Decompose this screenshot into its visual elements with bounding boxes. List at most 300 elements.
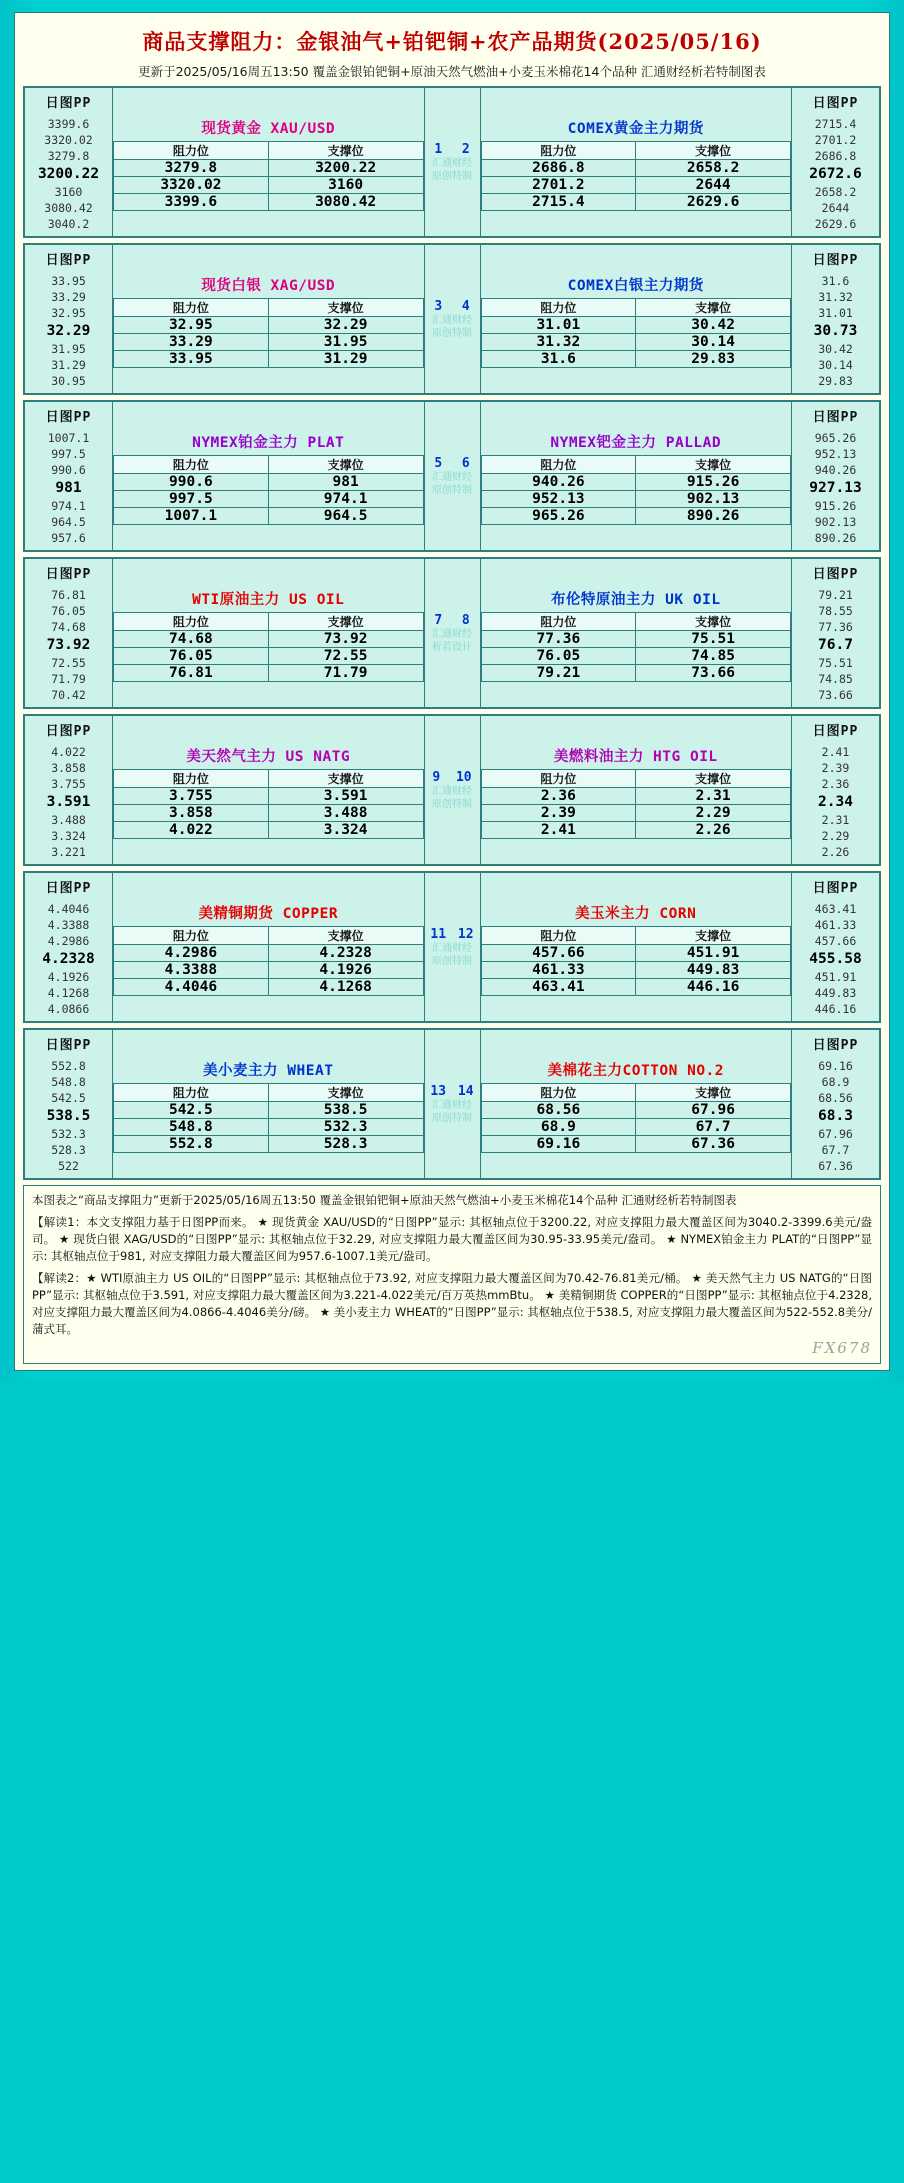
pp-header: 日图PP (792, 559, 879, 585)
instrument-panel (113, 559, 425, 708)
pp-value: 461.33 (814, 918, 857, 932)
pp-value: 990.6 (51, 463, 86, 477)
resistance-value: 69.16 (481, 1136, 636, 1153)
instrument-panel (480, 559, 792, 708)
instrument-name: 美棉花主力COTTON NO.2 (481, 1055, 792, 1083)
pp-value: 552.8 (51, 1059, 86, 1073)
support-value: 29.83 (636, 351, 791, 368)
instrument-block (23, 557, 881, 709)
support-value: 3.324 (268, 822, 423, 839)
support-value: 964.5 (268, 508, 423, 525)
resistance-value: 76.05 (481, 648, 636, 665)
support-value: 72.55 (268, 648, 423, 665)
instrument-name: COMEX白银主力期货 (481, 270, 792, 298)
pp-value: 451.91 (814, 970, 857, 984)
pp-value: 2.39 (821, 761, 850, 775)
pp-value: 76.7 (818, 637, 853, 653)
instrument-block (23, 400, 881, 552)
support-value: 3080.42 (268, 194, 423, 211)
pp-list (25, 899, 112, 1021)
resistance-value: 76.05 (114, 648, 269, 665)
column-headers (114, 1084, 424, 1102)
instrument-name: 美天然气主力 US NATG (113, 741, 424, 769)
pp-header: 日图PP (25, 716, 112, 742)
pp-list (25, 742, 112, 864)
table-row (114, 962, 424, 979)
pp-list (792, 899, 879, 1021)
pp-value: 2686.8 (814, 149, 857, 163)
pp-value: 2672.6 (809, 166, 862, 182)
support-value: 2658.2 (636, 160, 791, 177)
resistance-header: 阻力位 (114, 456, 269, 474)
pp-header: 日图PP (792, 245, 879, 271)
page-title: 商品支撑阻力：金银油气+铂钯铜+农产品期货(2025/05/16) (142, 29, 762, 54)
pp-value: 74.68 (51, 620, 86, 634)
index-right: 12 (457, 926, 474, 942)
pp-value: 927.13 (809, 480, 862, 496)
pp-value: 76.81 (51, 588, 86, 602)
pp-value: 73.66 (818, 688, 853, 702)
resistance-value: 33.29 (114, 334, 269, 351)
table-row (481, 508, 791, 525)
resistance-header: 阻力位 (481, 1084, 636, 1102)
pp-value: 71.79 (51, 672, 86, 686)
resistance-value: 77.36 (481, 631, 636, 648)
table-row (481, 1102, 791, 1119)
pp-value: 457.66 (814, 934, 857, 948)
table-row (114, 491, 424, 508)
support-header: 支撑位 (268, 1084, 423, 1102)
table-row (481, 177, 791, 194)
resistance-value: 1007.1 (114, 508, 269, 525)
table-row (481, 805, 791, 822)
pp-value: 3.755 (51, 777, 86, 791)
pp-value: 915.26 (814, 499, 857, 513)
pp-header: 日图PP (792, 716, 879, 742)
resistance-value: 4.4046 (114, 979, 269, 996)
table-row (481, 822, 791, 839)
pp-value: 3320.02 (44, 133, 93, 147)
pp-header: 日图PP (25, 873, 112, 899)
column-headers (481, 1084, 791, 1102)
table-row (481, 1136, 791, 1153)
support-value: 4.1926 (268, 962, 423, 979)
table-row (114, 317, 424, 334)
resistance-value: 965.26 (481, 508, 636, 525)
support-value: 3200.22 (268, 160, 423, 177)
table-row (114, 1102, 424, 1119)
pp-value: 67.36 (818, 1159, 853, 1173)
pp-value: 68.3 (818, 1108, 853, 1124)
pp-value: 72.55 (51, 656, 86, 670)
table-row (114, 788, 424, 805)
table-row (481, 945, 791, 962)
resistance-value: 552.8 (114, 1136, 269, 1153)
resistance-value: 3279.8 (114, 160, 269, 177)
resistance-header: 阻力位 (481, 142, 636, 160)
resistance-value: 4.022 (114, 822, 269, 839)
pp-value: 528.3 (51, 1143, 86, 1157)
pp-list (792, 428, 879, 550)
column-headers (114, 299, 424, 317)
table-row (481, 491, 791, 508)
pp-value: 31.01 (818, 306, 853, 320)
instrument-name: 布伦特原油主力 UK OIL (481, 584, 792, 612)
pp-value: 548.8 (51, 1075, 86, 1089)
support-value: 73.92 (268, 631, 423, 648)
pp-value: 69.16 (818, 1059, 853, 1073)
pp-list (792, 114, 879, 236)
resistance-header: 阻力位 (481, 456, 636, 474)
column-headers (481, 770, 791, 788)
watermark: 汇通财经 原创特制 (432, 1099, 472, 1124)
pp-value: 446.16 (814, 1002, 857, 1016)
table-row (481, 1119, 791, 1136)
resistance-value: 548.8 (114, 1119, 269, 1136)
instrument-block (23, 714, 881, 866)
support-value: 2644 (636, 177, 791, 194)
index-right: 14 (457, 1083, 474, 1099)
index-column (424, 873, 480, 1022)
resistance-header: 阻力位 (114, 1084, 269, 1102)
table-row (114, 334, 424, 351)
pp-value: 4.022 (51, 745, 86, 759)
table-row (481, 334, 791, 351)
column-headers (481, 299, 791, 317)
support-value: 67.36 (636, 1136, 791, 1153)
pp-list (25, 428, 112, 550)
column-headers (114, 770, 424, 788)
support-value: 3.591 (268, 788, 423, 805)
pp-column-left (25, 716, 113, 865)
support-value: 71.79 (268, 665, 423, 682)
pp-value: 4.2986 (47, 934, 90, 948)
support-value: 2.26 (636, 822, 791, 839)
watermark: 汇通财经 原创特制 (432, 471, 472, 496)
resistance-value: 31.32 (481, 334, 636, 351)
pp-value: 3.221 (51, 845, 86, 859)
pp-column-right (792, 559, 880, 708)
pp-value: 30.42 (818, 342, 853, 356)
pp-value: 30.73 (813, 323, 858, 339)
pp-header: 日图PP (25, 88, 112, 114)
instrument-name: 现货黄金 XAU/USD (113, 113, 424, 141)
support-value: 2629.6 (636, 194, 791, 211)
pp-list (25, 114, 112, 236)
pp-value: 964.5 (51, 515, 86, 529)
column-headers (481, 142, 791, 160)
pp-value: 957.6 (51, 531, 86, 545)
footer-note1: 【解读1：本文支撑阻力基于日图PP而来。 ★ 现货黄金 XAU/USD的“日图PP”显示: 其枢轴点位于3200.22, 对应支撑阻力最大覆盖区间为3040.2-3399.6美元/盎司。 ★ 现货白银 XAG/USD的“日图PP”显示: 其枢轴点位于32.29, 对应支撑阻力最大覆盖区间为30.95-33.95美元/盎司。 ★ NYMEX铂金主力 PLAT的“日图PP”显示: 其枢轴点位于981, 对应支撑阻力最大覆盖区间为957.6-1007.1美元/盎司。 (32, 1215, 872, 1263)
pp-column-right (792, 873, 880, 1022)
footer-line1: 本图表之“商品支撑阻力”更新于2025/05/16周五13:50 覆盖金银铂钯铜+原油天然气燃油+小麦玉米棉花14个品种 汇通财经析若特制图表 (32, 1193, 737, 1207)
pp-value: 974.1 (51, 499, 86, 513)
support-value: 73.66 (636, 665, 791, 682)
support-value: 67.7 (636, 1119, 791, 1136)
index-left: 9 (432, 769, 441, 785)
instrument-panel (480, 873, 792, 1022)
pp-value: 3200.22 (37, 166, 100, 182)
watermark: 汇通财经 原创特制 (432, 157, 472, 182)
pp-column-right (792, 1030, 880, 1179)
pp-value: 455.58 (809, 951, 862, 967)
table-row (481, 194, 791, 211)
pp-value: 79.21 (818, 588, 853, 602)
resistance-header: 阻力位 (114, 613, 269, 631)
support-value: 446.16 (636, 979, 791, 996)
pp-value: 75.51 (818, 656, 853, 670)
watermark: 汇通财经 析若设计 (432, 628, 472, 653)
resistance-value: 2.36 (481, 788, 636, 805)
pp-value: 70.42 (51, 688, 86, 702)
support-header: 支撑位 (636, 613, 791, 631)
pp-value: 522 (58, 1159, 79, 1173)
pp-column-left (25, 1030, 113, 1179)
table-row (481, 788, 791, 805)
resistance-header: 阻力位 (114, 770, 269, 788)
support-value: 538.5 (268, 1102, 423, 1119)
pp-value: 542.5 (51, 1091, 86, 1105)
support-value: 2.29 (636, 805, 791, 822)
support-value: 4.2328 (268, 945, 423, 962)
pp-value: 3.858 (51, 761, 86, 775)
index-right: 6 (461, 455, 470, 471)
instrument-panel (113, 716, 425, 865)
pp-value: 29.83 (818, 374, 853, 388)
support-value: 2.31 (636, 788, 791, 805)
column-headers (114, 613, 424, 631)
report-sheet (14, 12, 890, 1371)
pp-value: 3160 (54, 185, 83, 199)
table-row (114, 351, 424, 368)
column-headers (114, 927, 424, 945)
instrument-block (23, 1028, 881, 1180)
column-headers (114, 142, 424, 160)
pp-value: 2.36 (821, 777, 850, 791)
table-row (114, 508, 424, 525)
support-header: 支撑位 (636, 299, 791, 317)
pp-column-left (25, 88, 113, 237)
instrument-panel (113, 402, 425, 551)
resistance-value: 31.6 (481, 351, 636, 368)
pp-list (792, 271, 879, 393)
support-header: 支撑位 (268, 927, 423, 945)
resistance-header: 阻力位 (114, 927, 269, 945)
pp-value: 33.29 (51, 290, 86, 304)
pp-header: 日图PP (792, 873, 879, 899)
support-value: 451.91 (636, 945, 791, 962)
table-row (481, 979, 791, 996)
pp-value: 2658.2 (814, 185, 857, 199)
resistance-value: 463.41 (481, 979, 636, 996)
instrument-name: 美精铜期货 COPPER (113, 898, 424, 926)
table-row (114, 805, 424, 822)
blocks-container (23, 86, 881, 1180)
index-right: 10 (455, 769, 472, 785)
pp-value: 997.5 (51, 447, 86, 461)
resistance-value: 2.41 (481, 822, 636, 839)
support-value: 3.488 (268, 805, 423, 822)
resistance-value: 4.3388 (114, 962, 269, 979)
pp-value: 32.95 (51, 306, 86, 320)
resistance-value: 2715.4 (481, 194, 636, 211)
support-value: 4.1268 (268, 979, 423, 996)
instrument-block (23, 871, 881, 1023)
pp-value: 463.41 (814, 902, 857, 916)
resistance-value: 68.9 (481, 1119, 636, 1136)
instrument-panel (113, 245, 425, 394)
index-column (424, 559, 480, 708)
resistance-value: 4.2986 (114, 945, 269, 962)
pp-value: 2.31 (821, 813, 850, 827)
support-value: 902.13 (636, 491, 791, 508)
index-left: 11 (430, 926, 447, 942)
pp-value: 4.0866 (47, 1002, 90, 1016)
pp-value: 449.83 (814, 986, 857, 1000)
resistance-value: 3320.02 (114, 177, 269, 194)
support-value: 449.83 (636, 962, 791, 979)
table-row (114, 631, 424, 648)
watermark: 汇通财经 原创特制 (432, 314, 472, 339)
resistance-value: 74.68 (114, 631, 269, 648)
resistance-value: 79.21 (481, 665, 636, 682)
pp-value: 31.32 (818, 290, 853, 304)
pp-value: 31.6 (821, 274, 850, 288)
resistance-value: 2.39 (481, 805, 636, 822)
pp-value: 3399.6 (47, 117, 90, 131)
support-header: 支撑位 (636, 927, 791, 945)
footer-note2: 【解读2：★ WTI原油主力 US OIL的“日图PP”显示: 其枢轴点位于73.92, 对应支撑阻力最大覆盖区间为70.42-76.81美元/桶。 ★ 美天然气主力 US NATG的“日图PP”显示: 其枢轴点位于3.591, 对应支撑阻力最大覆盖区间为3.221-4.022美元/百万英热mmBtu。 ★ 美精铜期货 COPPER的“日图PP”显示: 其枢轴点位于4.2328, 对应支撑阻力最大覆盖区间为4.0866-4.4046美分/磅。 ★ 美小麦主力 WHEAT的“日图PP”显示: 其枢轴点位于538.5, 对应支撑阻力最大覆盖区间为522-552.8美分/蒲式耳。 (32, 1271, 872, 1336)
pp-value: 2.41 (821, 745, 850, 759)
pp-list (792, 742, 879, 864)
support-value: 532.3 (268, 1119, 423, 1136)
table-row (114, 474, 424, 491)
column-headers (114, 456, 424, 474)
pp-list (792, 585, 879, 707)
resistance-value: 3.755 (114, 788, 269, 805)
pp-value: 31.95 (51, 342, 86, 356)
table-row (114, 194, 424, 211)
table-row (481, 317, 791, 334)
support-value: 67.96 (636, 1102, 791, 1119)
support-value: 890.26 (636, 508, 791, 525)
support-header: 支撑位 (636, 1084, 791, 1102)
support-value: 32.29 (268, 317, 423, 334)
resistance-header: 阻力位 (114, 299, 269, 317)
pp-value: 33.95 (51, 274, 86, 288)
pp-value: 4.1926 (47, 970, 90, 984)
table-row (114, 945, 424, 962)
instrument-panel (480, 402, 792, 551)
column-headers (481, 927, 791, 945)
support-value: 915.26 (636, 474, 791, 491)
resistance-value: 542.5 (114, 1102, 269, 1119)
index-column (424, 402, 480, 551)
support-header: 支撑位 (268, 456, 423, 474)
support-value: 3160 (268, 177, 423, 194)
instrument-name: 美燃料油主力 HTG OIL (481, 741, 792, 769)
pp-header: 日图PP (25, 402, 112, 428)
instrument-panel (113, 88, 425, 237)
index-left: 1 (434, 141, 443, 157)
pp-list (25, 1056, 112, 1178)
resistance-value: 31.01 (481, 317, 636, 334)
pp-value: 68.56 (818, 1091, 853, 1105)
table-row (481, 351, 791, 368)
pp-value: 538.5 (46, 1108, 91, 1124)
pp-value: 77.36 (818, 620, 853, 634)
pp-header: 日图PP (25, 245, 112, 271)
resistance-header: 阻力位 (481, 770, 636, 788)
pp-value: 3279.8 (47, 149, 90, 163)
pp-header: 日图PP (25, 1030, 112, 1056)
resistance-header: 阻力位 (481, 927, 636, 945)
support-header: 支撑位 (636, 456, 791, 474)
pp-header: 日图PP (25, 559, 112, 585)
pp-value: 532.3 (51, 1127, 86, 1141)
instrument-name: 现货白银 XAG/USD (113, 270, 424, 298)
pp-value: 3.591 (46, 794, 91, 810)
instrument-panel (113, 873, 425, 1022)
support-value: 30.14 (636, 334, 791, 351)
watermark-signature: FX678 (812, 1339, 872, 1357)
column-headers (481, 456, 791, 474)
footer-notes (23, 1185, 881, 1364)
pp-value: 32.29 (46, 323, 91, 339)
pp-value: 2.34 (818, 794, 853, 810)
pp-list (25, 271, 112, 393)
pp-value: 31.29 (51, 358, 86, 372)
pp-column-left (25, 402, 113, 551)
instrument-panel (480, 88, 792, 237)
table-row (114, 177, 424, 194)
table-row (481, 474, 791, 491)
pp-value: 68.9 (821, 1075, 850, 1089)
pp-value: 3040.2 (47, 217, 90, 231)
instrument-name: NYMEX钯金主力 PALLAD (481, 427, 792, 455)
pp-value: 4.2328 (42, 951, 95, 967)
table-row (481, 160, 791, 177)
index-right: 8 (461, 612, 470, 628)
instrument-panel (480, 245, 792, 394)
pp-value: 2.26 (821, 845, 850, 859)
table-row (481, 665, 791, 682)
pp-value: 2644 (821, 201, 850, 215)
pp-header: 日图PP (792, 88, 879, 114)
pp-value: 73.92 (46, 637, 91, 653)
pp-column-right (792, 245, 880, 394)
pp-value: 67.7 (821, 1143, 850, 1157)
page-subtitle: 更新于2025/05/16周五13:50 覆盖金银铂钯铜+原油天然气燃油+小麦玉米棉花14个品种 汇通财经析若特制图表 (138, 64, 766, 79)
pp-value: 2701.2 (814, 133, 857, 147)
table-row (114, 1136, 424, 1153)
table-row (114, 665, 424, 682)
pp-value: 4.1268 (47, 986, 90, 1000)
instrument-name: WTI原油主力 US OIL (113, 584, 424, 612)
instrument-block (23, 243, 881, 395)
pp-value: 2.29 (821, 829, 850, 843)
pp-header: 日图PP (792, 1030, 879, 1056)
pp-column-left (25, 245, 113, 394)
pp-value: 3.488 (51, 813, 86, 827)
index-left: 5 (434, 455, 443, 471)
resistance-value: 68.56 (481, 1102, 636, 1119)
column-headers (481, 613, 791, 631)
support-header: 支撑位 (268, 613, 423, 631)
resistance-value: 33.95 (114, 351, 269, 368)
instrument-panel (480, 716, 792, 865)
support-value: 974.1 (268, 491, 423, 508)
